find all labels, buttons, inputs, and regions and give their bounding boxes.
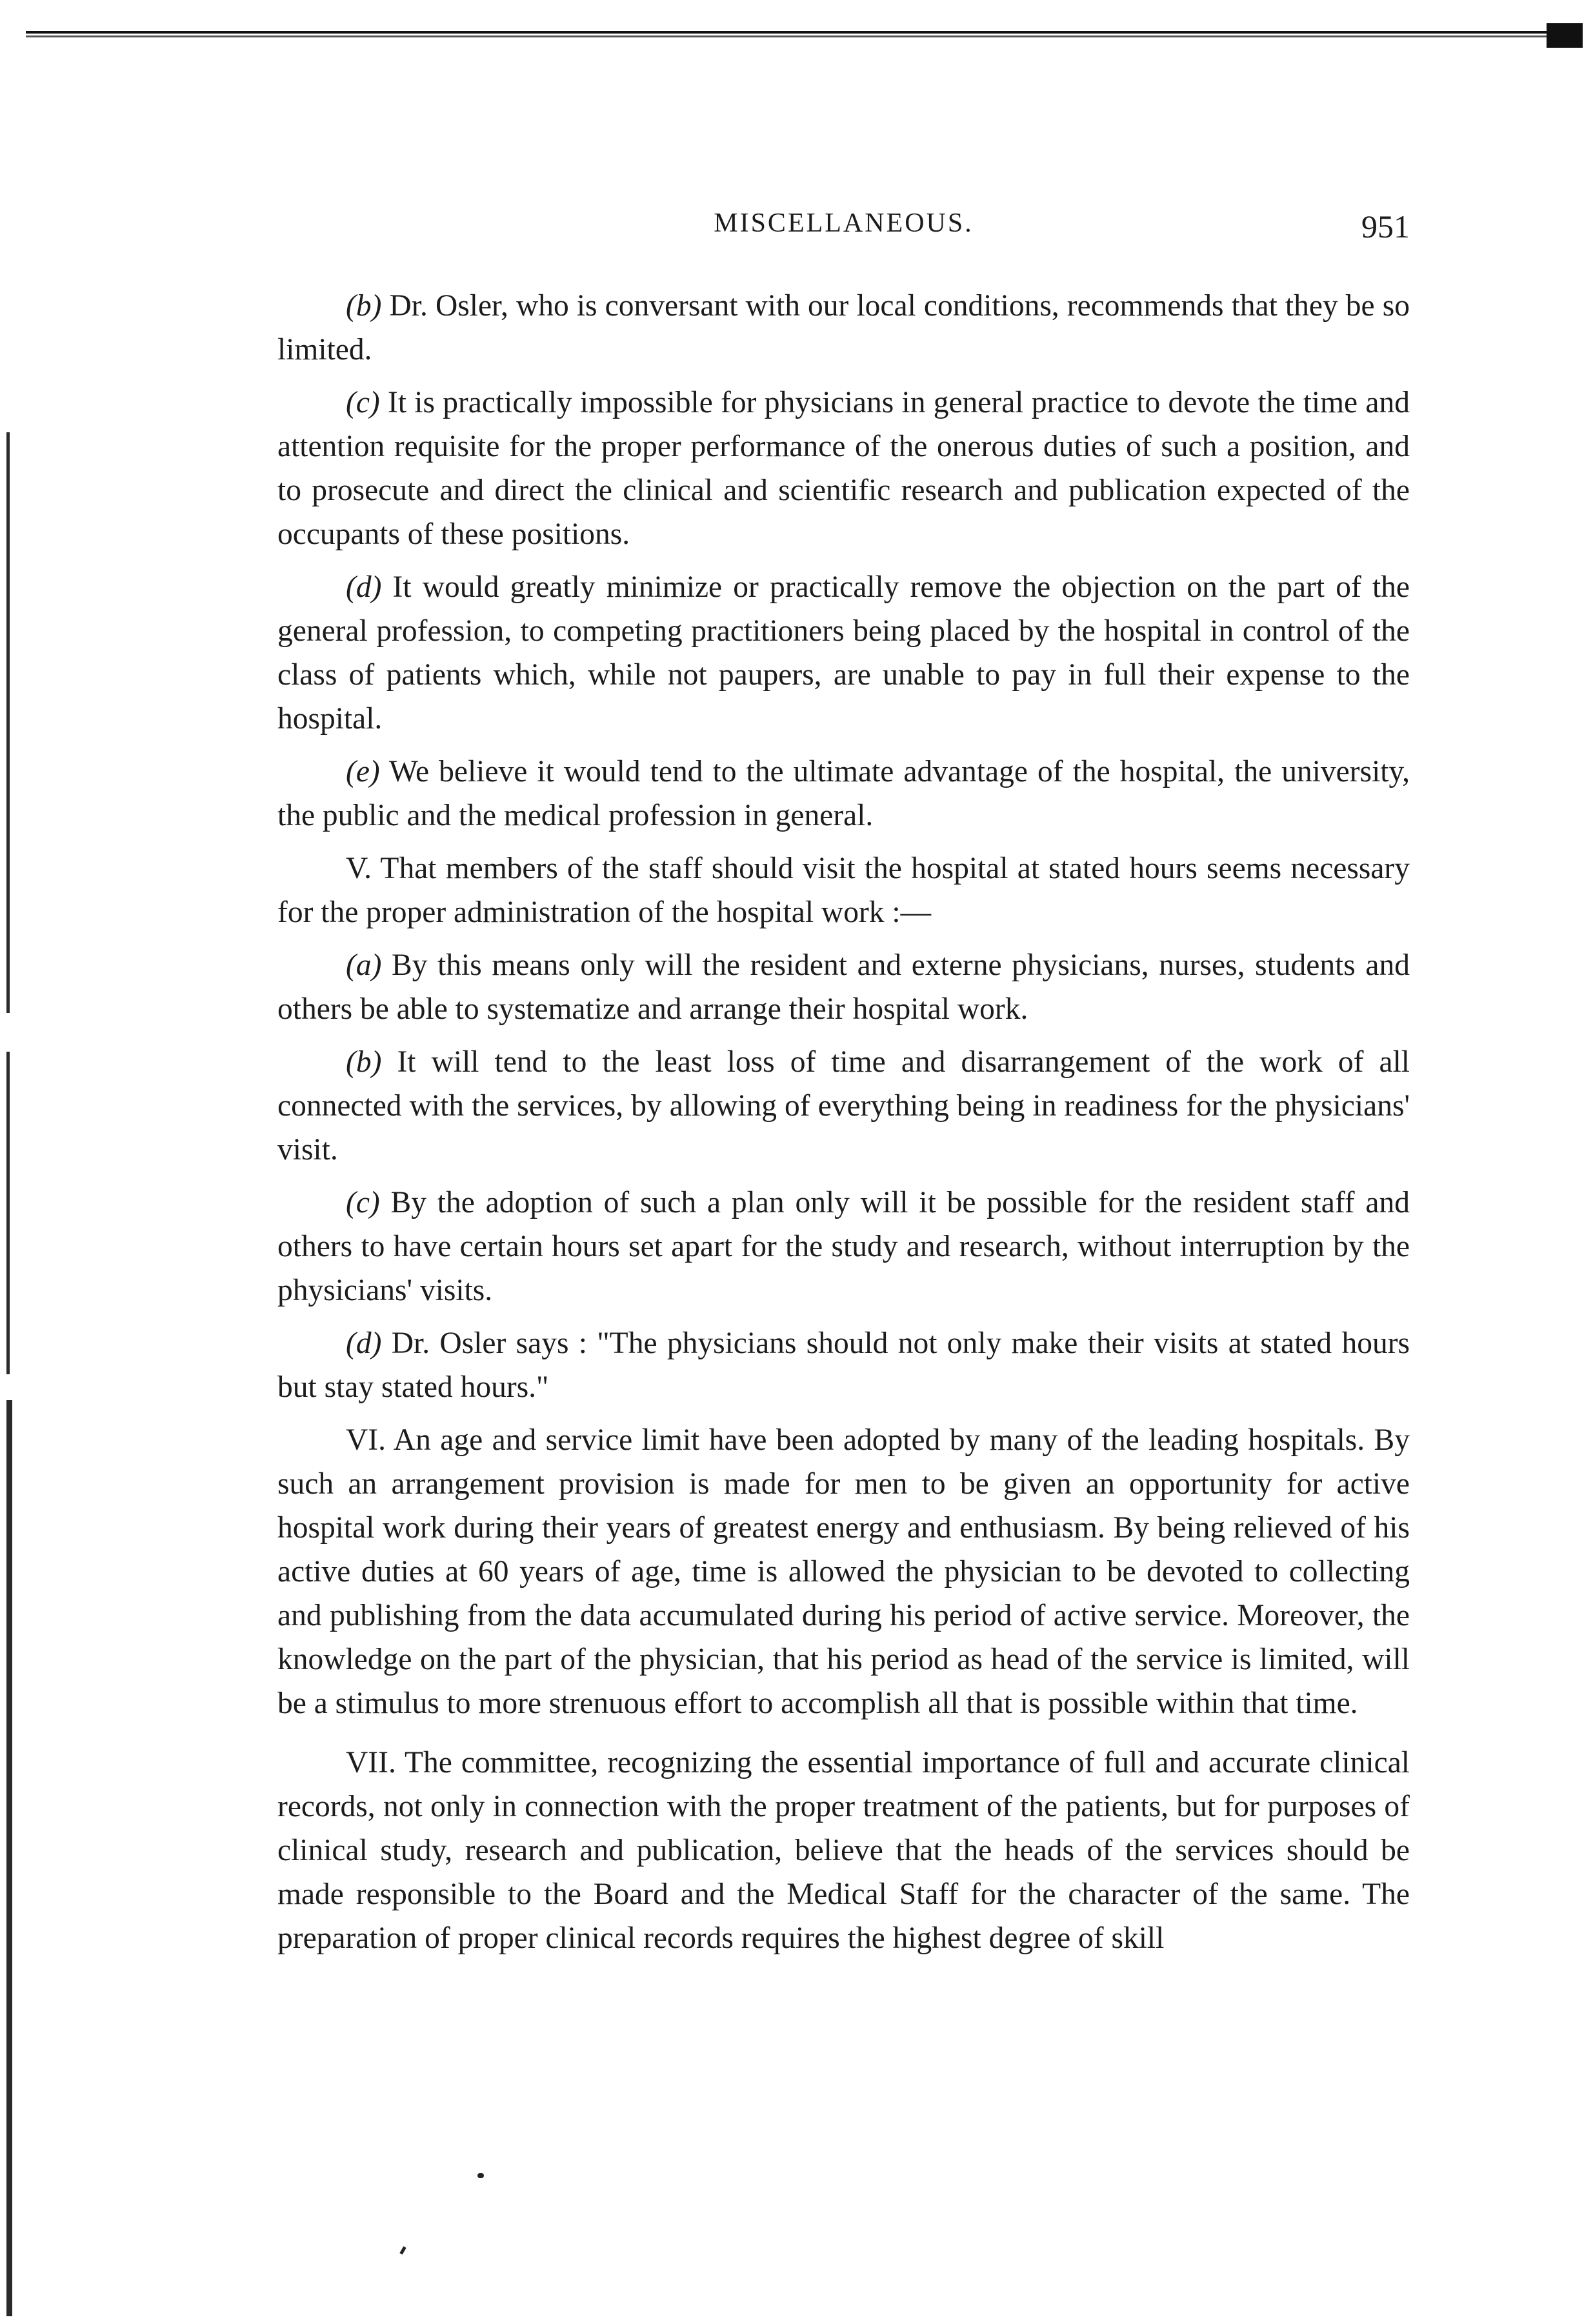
paragraph: [277, 284, 1410, 372]
paragraph-text: It will tend to the least loss of time and disarrangement of the work of all connected with the services, by allowing of everything being in readiness for the physicians' visit.: [277, 1045, 1410, 1167]
paragraph-text: V. That members of the staff should visit the hospital at stated hours seems necessary for the proper administration of the hospital work :—: [277, 852, 1410, 929]
binding-edge: [4, 45, 13, 2303]
item-label: (c): [346, 386, 380, 419]
paragraph-text: Dr. Osler, who is conversant with our local conditions, recommends that they be so limited.: [277, 289, 1410, 366]
paragraph-text: VII. The committee, recognizing the essential importance of full and accurate clinical records, not only in connection with the proper treatment of the patients, but for purposes of clinical study, research and publication, believe that the heads of the services should be made responsible to the Board and the Medical Staff for the character of the same. The preparation of proper clinical records requires the highest degree of skill: [277, 1746, 1410, 1955]
running-title: MISCELLANEOUS.: [714, 208, 974, 238]
paragraph: [277, 1181, 1410, 1312]
item-label: (a): [346, 948, 382, 982]
paragraph-text: It is practically impossible for physicians in general practice to devote the time and attention requisite for the proper performance of the onerous duties of such a position, and to prosecute and direct the clinical and scientific research and publication expected of the occupants of these positions.: [277, 386, 1410, 551]
item-label: (b): [346, 1045, 382, 1079]
paragraph: [277, 1040, 1410, 1172]
ink-speck: [477, 2173, 484, 2178]
scan-corner-mark: [1547, 23, 1583, 48]
binding-edge-segment: [6, 1052, 10, 1374]
ink-speck: [399, 2247, 406, 2255]
paragraph-text: Dr. Osler says : "The physicians should not only make their visits at stated hours but stay stated hours.": [277, 1327, 1410, 1404]
running-head: [277, 208, 1410, 246]
binding-edge-segment: [6, 432, 10, 1013]
body-text: [277, 284, 1410, 1969]
paragraph-text: By this means only will the resident and externe physicians, nurses, students and others be able to systematize and arrange their hospital work.: [277, 948, 1410, 1026]
paragraph: [277, 1741, 1410, 1960]
item-label: (c): [346, 1186, 380, 1219]
item-label: (b): [346, 289, 382, 323]
binding-edge-segment: [6, 1400, 12, 2316]
paragraph: [277, 943, 1410, 1031]
item-label: (d): [346, 1327, 382, 1360]
item-label: (e): [346, 755, 380, 788]
paragraph-text: By the adoption of such a plan only will it be possible for the resident staff and others to have certain hours set apart for the study and research, without interruption by the physicians' visits.: [277, 1186, 1410, 1307]
paragraph: [277, 846, 1410, 934]
paragraph: [277, 381, 1410, 556]
paragraph-text: It would greatly minimize or practically remove the objection on the part of the general profession, to competing practitioners being placed by the hospital in control of the class of patients which, while not paupers, are unable to pay in full their expense to the hospital.: [277, 570, 1410, 736]
paragraph-text: VI. An age and service limit have been adopted by many of the leading hospitals. By such an arrangement provision is made for men to be given an opportunity for active hospital work during their years of greatest energy and enthusiasm. By being relieved of his active duties at 60 years of age, time is allowed the physician to be devoted to collecting and publishing from the data accumulated during his period of active service. Moreover, the knowledge on the part of the physician, that his period as head of the service is limited, will be a stimulus to more strenuous effort to accomplish all that is possible within that time.: [277, 1423, 1410, 1720]
top-rule: [26, 31, 1565, 37]
paragraph: [277, 565, 1410, 741]
paragraph: [277, 1321, 1410, 1409]
paragraph: [277, 750, 1410, 837]
page-number: 951: [1361, 208, 1410, 245]
paragraph: [277, 1418, 1410, 1725]
item-label: (d): [346, 570, 382, 604]
paragraph-text: We believe it would tend to the ultimate advantage of the hospital, the university, the public and the medical profession in general.: [277, 755, 1410, 832]
